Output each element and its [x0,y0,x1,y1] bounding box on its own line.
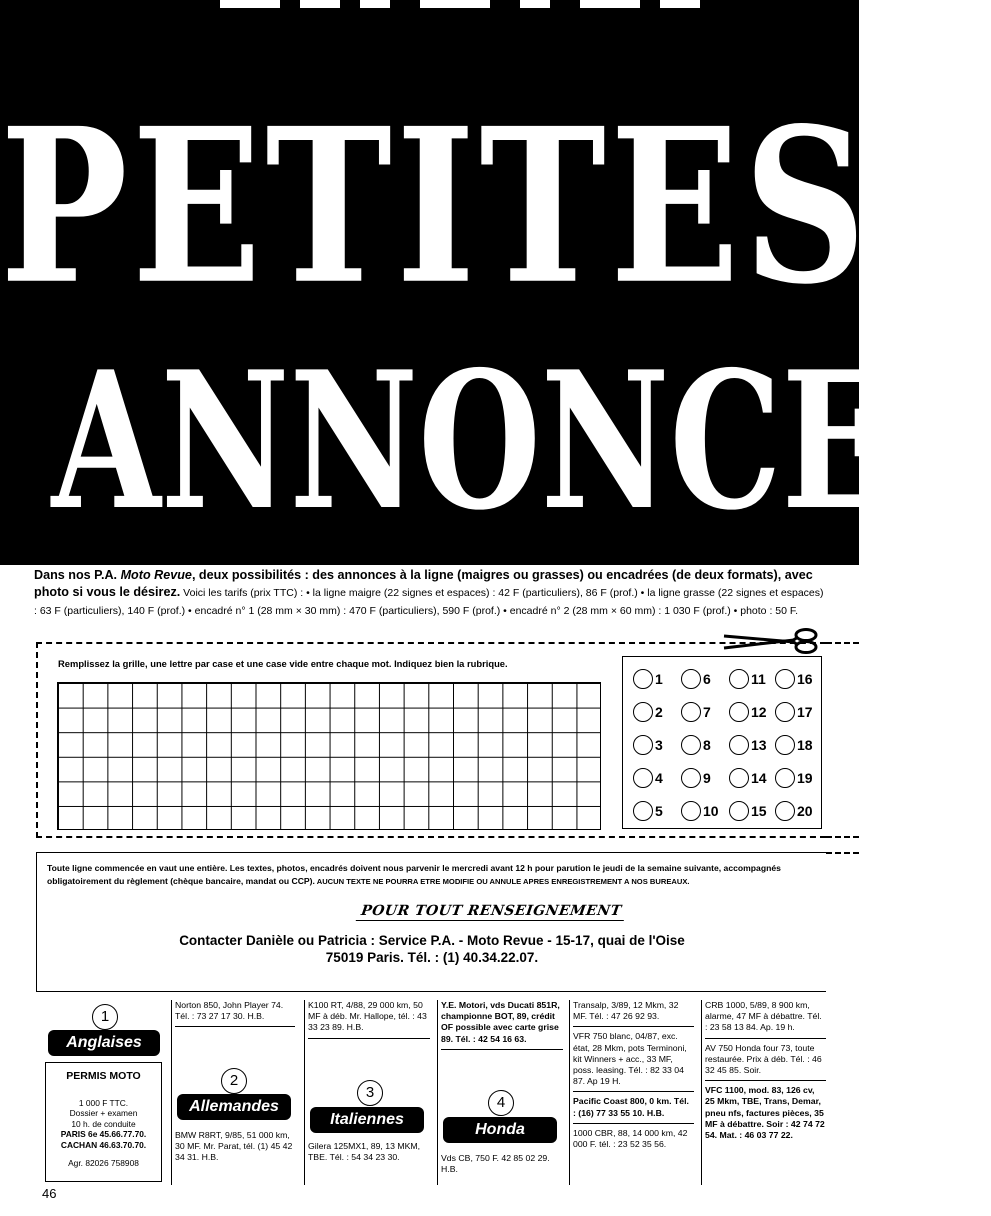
radio-circle-icon [681,669,701,689]
info-box [36,852,826,992]
radio-circle-icon [681,768,701,788]
radio-circle-icon [729,801,749,821]
ads-column-6 [705,1000,826,1185]
classified-ad: K100 RT, 4/88, 29 000 km, 50 MF à déb. Mr. Hallope, tél. : 43 33 23 89. H.B. [308,1000,430,1039]
classified-ad: VFC 1100, mod. 83, 126 cv, 25 Mkm, TBE, Trans, Demar, pneu nfs, factures pièces, 35 MF à débattre. Soir : 42 74 72 54. Mat. : 46 03 77 22. [705,1085,825,1141]
rubric-selector [622,656,822,829]
radio-circle-icon [633,702,653,722]
radio-circle-icon [729,735,749,755]
rubric-option-10[interactable]: 10 [681,801,719,821]
category-number-1: 1 [92,1004,118,1030]
form-instruction: Remplissez la grille, une lettre par case et une case vide entre chaque mot. Indiquez bien la rubrique. [58,658,508,669]
radio-circle-icon [681,702,701,722]
ads-column-4-bottom [441,1153,563,1185]
category-number-3: 3 [357,1080,383,1106]
intro-bold-2: , deux possibilités : des annonces à la ligne (maigres ou grasses) ou encadrées (de deux formats), avec photo si vous le désirez. [34,568,813,599]
rubric-option-15[interactable]: 15 [729,801,767,821]
category-number-4: 4 [488,1090,514,1116]
radio-circle-icon [775,669,795,689]
radio-circle-icon [633,735,653,755]
radio-circle-icon [681,801,701,821]
classified-ad: VFR 750 blanc, 04/87, exc. état, 28 Mkm, pots Terminoni, kit Winners + acc., 33 MF, poss. leasing. Tél. : 82 33 04 87. Ap 19 H. [573,1031,694,1092]
radio-circle-icon [729,669,749,689]
radio-circle-icon [633,801,653,821]
script-heading: POUR TOUT RENSEIGNEMENT [356,903,627,921]
radio-circle-icon [729,702,749,722]
classified-ad: Transalp, 3/89, 12 Mkm, 32 MF. Tél. : 47 26 92 93. [573,1000,694,1027]
classified-ad: CRB 1000, 5/89, 8 900 km, alarme, 47 MF à débattre. Tél. : 23 58 13 84. Ap. 19 h. [705,1000,826,1039]
letter-grid[interactable] [57,682,601,830]
contact-line-2: 75019 Paris. Tél. : (1) 40.34.22.07. [325,950,539,965]
category-anglaises: Anglaises [48,1030,160,1056]
rubric-option-12[interactable]: 12 [729,702,767,722]
classified-ad: Vds CB, 750 F. 42 85 02 29. H.B. [441,1153,550,1175]
rubric-option-4[interactable]: 4 [633,768,663,788]
classified-ad: 1000 CBR, 88, 14 000 km, 42 000 F. tél. : 23 52 35 56. [573,1127,688,1150]
rubric-option-6[interactable]: 6 [681,669,711,689]
info-text: Toute ligne commencée en vaut une entière. Les textes, photos, encadrés doivent nous parvenir le mercredi avant 12 h pour parution le jeudi de la semaine suivante, accompagnés obligatoirement du règlement (chèque bancaire, mandat ou CCP). AUCUN TEXTE NE POURRA ETRE MODIFIE OU ANNULE APRES ENREGISTREMENT A NOS BUREAUX. [47,863,781,886]
tariffs-text: Voici les tarifs (prix TTC) : • la ligne maigre (22 signes et espaces) : 42 F (particuliers), 86 F (prof.) • la ligne grasse (22 signes et espaces) : 63 F (particuliers), 140 F (prof.) • encadré n° 1 (28 mm × 30 mm) : 470 F (particuliers), 590 F (prof.) • encadré n° 2 (28 mm × 60 mm) : 1 030 F (prof.) • photo : 50 F. [34,587,824,617]
rubric-option-17[interactable]: 17 [775,702,813,722]
permis-moto-ad: PERMIS MOTO 1 000 F TTC. Dossier + examen 10 h. de conduite PARIS 6e 45.66.77.70. CACHAN 46.63.70.70. Agr. 82026 758908 [45,1062,162,1182]
radio-circle-icon [681,735,701,755]
classified-ad: Norton 850, John Player 74. Tél. : 73 27 17 30. H.B. [175,1000,295,1027]
rubric-option-11[interactable]: 11 [729,669,766,689]
rubric-option-16[interactable]: 16 [775,669,813,689]
rubric-option-19[interactable]: 19 [775,768,813,788]
banner-top-strip [220,0,700,10]
radio-circle-icon [775,801,795,821]
magazine-name: Moto Revue [120,568,192,582]
page-number: 46 [42,1186,57,1201]
rubric-option-14[interactable]: 14 [729,768,767,788]
title-line-2: ANNONCES [51,330,991,552]
radio-circle-icon [633,768,653,788]
rubric-option-3[interactable]: 3 [633,735,663,755]
rubric-option-20[interactable]: 20 [775,801,813,821]
rubric-option-1[interactable]: 1 [633,669,663,689]
rubric-option-5[interactable]: 5 [633,801,663,821]
title-banner [0,0,991,565]
rubric-option-7[interactable]: 7 [681,702,711,722]
radio-circle-icon [775,702,795,722]
radio-circle-icon [633,669,653,689]
intro-paragraph [34,567,829,620]
classified-ad: Pacific Coast 800, 0 km. Tél. : (16) 77 33 55 10. H.B. [573,1096,694,1123]
classified-ad: BMW R8RT, 9/85, 51 000 km, 30 MF. Mr. Parat, tél. (1) 45 42 34 31. H.B. [175,1130,293,1163]
rubric-option-13[interactable]: 13 [729,735,767,755]
rubric-option-18[interactable]: 18 [775,735,813,755]
ads-column-2-bottom [175,1130,295,1185]
category-honda: Honda [443,1117,557,1143]
rubric-option-2[interactable]: 2 [633,702,663,722]
contact-line-1: Contacter Danièle ou Patricia : Service P.A. - Moto Revue - 15-17, quai de l'Oise [179,933,685,948]
ads-column-5 [573,1000,694,1185]
classified-ad: Gilera 125MX1, 89, 13 MKM, TBE. Tél. : 54 34 23 30. [308,1141,421,1163]
rubric-option-8[interactable]: 8 [681,735,711,755]
rubric-option-9[interactable]: 9 [681,768,711,788]
radio-circle-icon [775,768,795,788]
radio-circle-icon [775,735,795,755]
classified-ad: AV 750 Honda four 73, toute restaurée. Prix à déb. Tél. : 46 32 45 85. Soir. [705,1043,826,1082]
intro-bold-1: Dans nos P.A. [34,568,121,582]
category-allemandes: Allemandes [177,1094,291,1120]
ads-column-3-bottom [308,1141,430,1185]
radio-circle-icon [729,768,749,788]
classified-ad: Y.E. Motori, vds Ducati 851R, championne BOT, 89, crédit OF possible avec carte grise 89. Tél. : 42 54 16 63. [441,1000,563,1050]
info-caps-warning: AUCUN TEXTE NE POURRA ETRE MODIFIE OU ANNULE APRES ENREGISTREMENT A NOS BUREAUX. [314,877,690,886]
category-number-2: 2 [221,1068,247,1094]
category-italiennes: Italiennes [310,1107,424,1133]
title-line-1: PETITES [0,82,871,332]
